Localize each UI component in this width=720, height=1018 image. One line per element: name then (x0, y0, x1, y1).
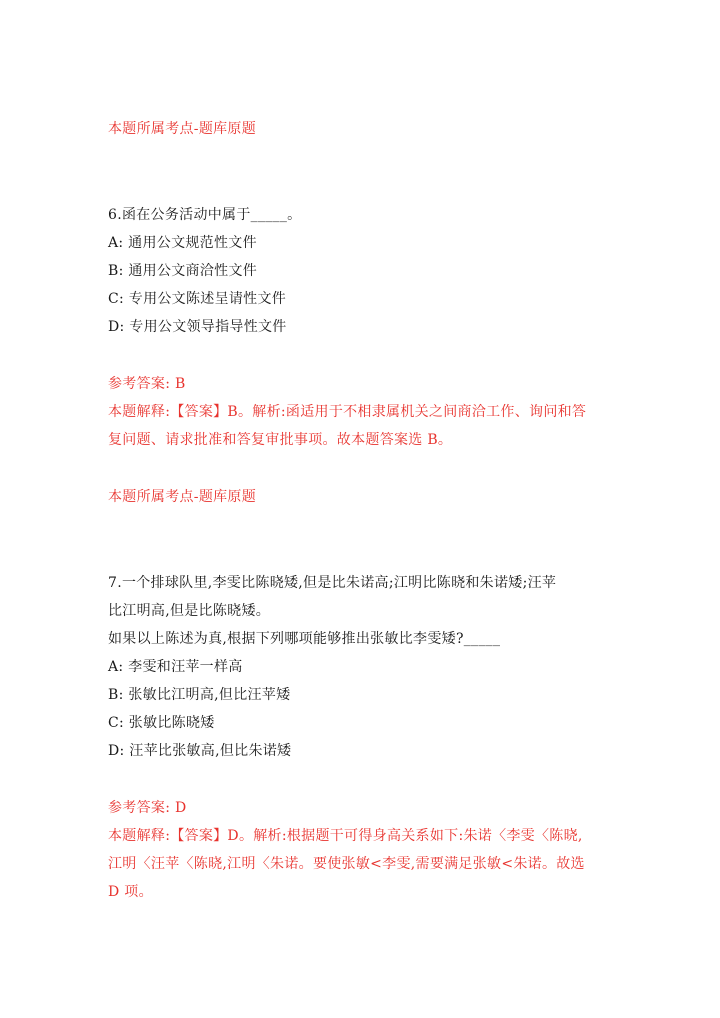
option-a: A: 李雯和汪苹一样高 (108, 659, 243, 675)
explanation-line: 复问题、请求批准和答复审批事项。故本题答案选 B。 (108, 432, 453, 448)
option-c: C: 张敏比陈晓矮 (108, 715, 215, 731)
explanation-line: 本题解释:【答案】D。解析:根据题干可得身高关系如下:朱诺〈李雯〈陈晓, (108, 828, 583, 844)
option-d: D: 汪苹比张敏高,但比朱诺矮 (108, 743, 292, 759)
option-d: D: 专用公文领导指导性文件 (108, 319, 287, 335)
question-stem: 7.一个排球队里,李雯比陈晓矮,但是比朱诺高;江明比陈晓和朱诺矮;汪苹 (108, 575, 557, 591)
explanation-line: D 项。 (108, 884, 153, 900)
answer: 参考答案: B (108, 376, 186, 392)
source-tag: 本题所属考点-题库原题 (108, 489, 257, 505)
explanation-line: 本题解释:【答案】B。解析:函适用于不相隶属机关之间商洽工作、询问和答 (108, 404, 587, 420)
explanation-line: 江明〈汪苹〈陈晓,江明〈朱诺。要使张敏<李雯,需要满足张敏<朱诺。故选 (108, 856, 585, 872)
option-a: A: 通用公文规范性文件 (108, 235, 257, 251)
question-stem: 如果以上陈述为真,根据下列哪项能够推出张敏比李雯矮?_____ (108, 631, 501, 647)
option-b: B: 张敏比江明高,但比汪苹矮 (108, 687, 291, 703)
question-stem: 6.函在公务活动中属于_____。 (108, 207, 302, 223)
option-b: B: 通用公文商洽性文件 (108, 263, 258, 279)
option-c: C: 专用公文陈述呈请性文件 (108, 291, 287, 307)
answer: 参考答案: D (108, 800, 187, 816)
source-tag: 本题所属考点-题库原题 (108, 121, 257, 137)
question-stem: 比江明高,但是比陈晓矮。 (108, 603, 271, 619)
